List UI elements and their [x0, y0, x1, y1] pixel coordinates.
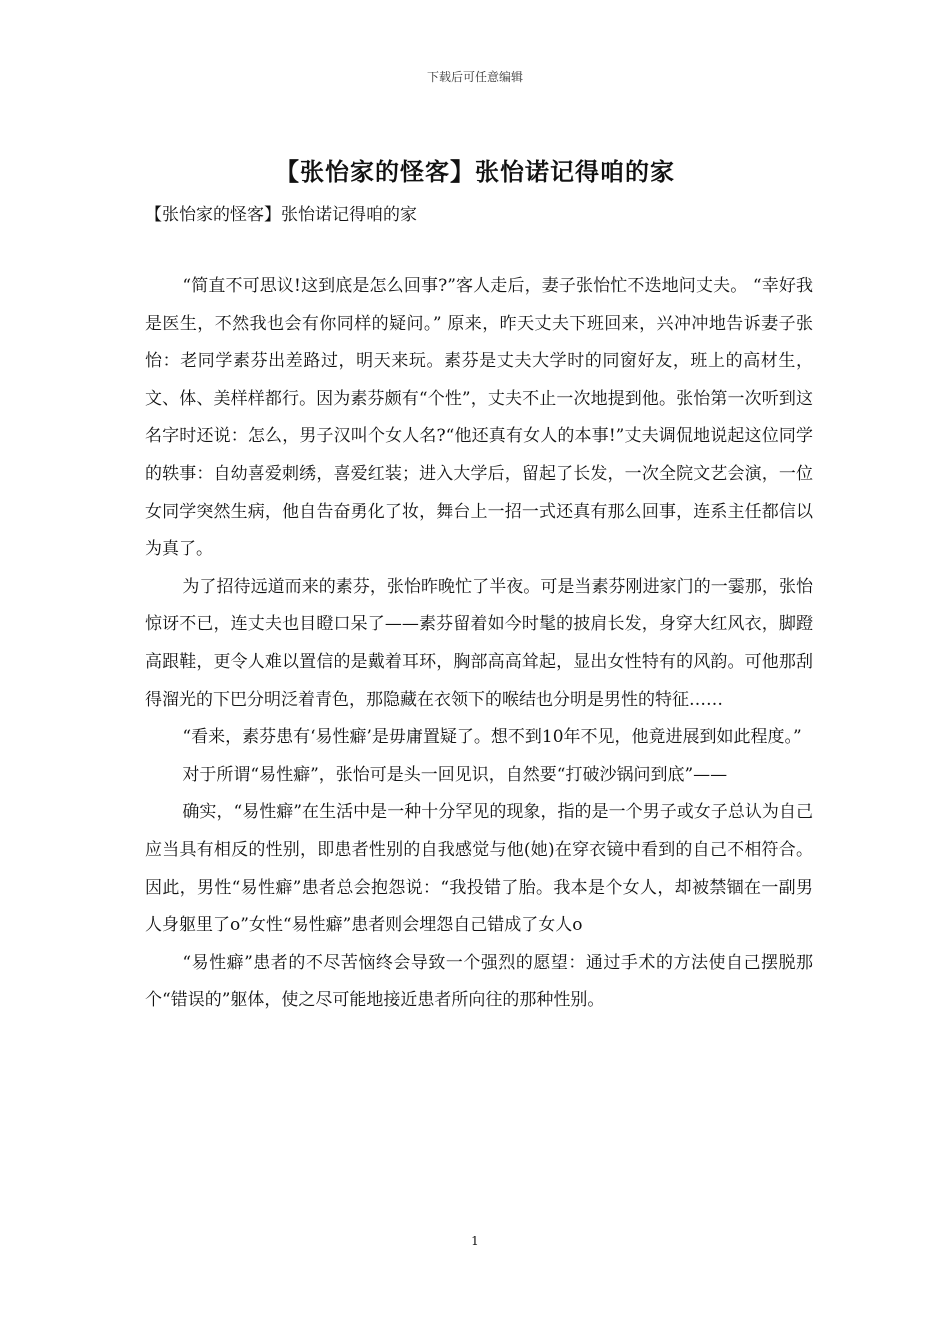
paragraph-1: “简直不可思议!这到底是怎么回事?”客人走后，妻子张怡忙不迭地问丈夫。 “幸好我是医生，不然我也会有你同样的疑问。” 原来，昨天丈夫下班回来，兴冲冲地告诉妻子张怡：老同学素芬出差路过，明天来玩。素芬是丈夫大学时的同窗好友，班上的高材生，文、体、美样样都行。因为素芬颇有“个性”，丈夫不止一次地提到他。张怡第一次听到这名字时还说：怎么，男子汉叫个女人名?“他还真有女人的本事!”丈夫调侃地说起这位同学的轶事：自幼喜爱刺绣，喜爱红装；进入大学后，留起了长发，一次全院文艺会演，一位女同学突然生病，他自告奋勇化了妆，舞台上一招一式还真有那么回事，连系主任都信以为真了。: [145, 276, 813, 560]
page-number: 1: [471, 1234, 479, 1248]
paragraph-3: “看来，素芬患有‘易性癖’是毋庸置疑了。想不到10年不见，他竟进展到如此程度。”: [182, 727, 802, 748]
paragraph-5: 确实，“易性癖”在生活中是一种十分罕见的现象，指的是一个男子或女子总认为自己应当具有相反的性别，即患者性别的自我感觉与他(她)在穿衣镜中看到的自己不相符合。因此，男性“易性癖”患者总会抱怨说：“我投错了胎。我本是个女人，却被禁锢在一副男人身躯里了o”女性“易性癖”患者则会埋怨自己错成了女人o: [145, 802, 813, 936]
document-body: [145, 268, 813, 1020]
page-header: 下载后可任意编辑: [426, 70, 523, 84]
paragraph-6: “易性癖”患者的不尽苦恼终会导致一个强烈的愿望：通过手术的方法使自己摆脱那个“错误的”躯体，使之尽可能地接近患者所向往的那种性别。: [145, 952, 813, 1011]
document-title: 【张怡家的怪客】张怡诺记得咱的家: [275, 158, 675, 186]
paragraph-4: 对于所谓“易性癖”，张怡可是头一回见识，自然要“打破沙锅问到底”——: [182, 764, 728, 785]
document-subtitle: 【张怡家的怪客】张怡诺记得咱的家: [145, 205, 417, 225]
paragraph-2: 为了招待远道而来的素芬，张怡昨晚忙了半夜。可是当素芬刚进家门的一霎那，张怡惊讶不已，连丈夫也目瞪口呆了——素芬留着如今时髦的披肩长发，身穿大红风衣，脚蹬高跟鞋，更令人难以置信的是戴着耳环，胸部高高耸起，显出女性特有的风韵。可他那刮得溜光的下巴分明泛着青色，那隐藏在衣领下的喉结也分明是男性的特征……: [145, 576, 813, 710]
